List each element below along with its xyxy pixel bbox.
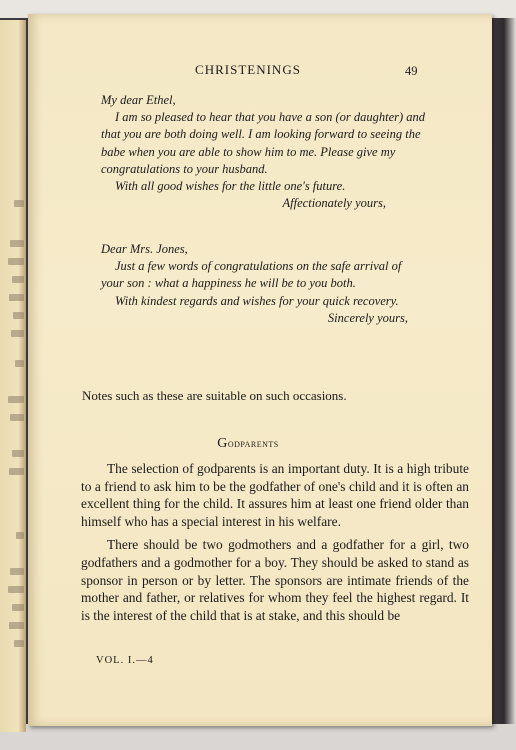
previous-page-text-fragment xyxy=(9,622,24,629)
letter-body: Just a few words of congratulations on the safe arrival of your son : what a happiness he will be to you both. xyxy=(101,259,402,291)
previous-page-text-fragment xyxy=(12,276,24,283)
previous-page-text-fragment xyxy=(10,414,24,421)
letter-wishes: With all good wishes for the little one's future. xyxy=(115,179,346,194)
previous-page-edge xyxy=(0,20,26,732)
previous-page-text-fragment xyxy=(8,258,24,265)
previous-page-text-fragment xyxy=(9,294,24,301)
background-bottom xyxy=(0,724,516,750)
letter-salutation: My dear Ethel, xyxy=(101,93,176,107)
letter-wishes: With kindest regards and wishes for your quick recovery. xyxy=(115,293,399,308)
previous-page-text-fragment xyxy=(14,640,24,647)
letter-example-2 xyxy=(101,241,426,327)
previous-page-text-fragment xyxy=(15,360,24,367)
previous-page-text-fragment xyxy=(12,604,24,611)
previous-page-text-fragment xyxy=(16,532,24,539)
previous-page-text-fragment xyxy=(8,586,24,593)
letter-closing: Sincerely yours, xyxy=(327,310,408,325)
paragraph: There should be two godmothers and a godfather for a girl, two godfathers and a godmother for a boy. They should be asked to stand as sponsor in person or by letter. The sponsors are intimate friends of the mother and father, or relatives for whom they feel the highest regard. It is the interest of the child that is at stake, and this should be xyxy=(81,537,469,623)
previous-page-text-fragment xyxy=(11,330,24,337)
signature-mark: VOL. I.—4 xyxy=(96,655,154,666)
section-heading: Godparents xyxy=(217,436,279,451)
previous-page-text-fragment xyxy=(12,450,24,457)
previous-page-text-fragment xyxy=(8,396,24,403)
previous-page-text-fragment xyxy=(13,312,24,319)
previous-page-text-fragment xyxy=(10,568,24,575)
previous-page-text-fragment xyxy=(9,468,24,475)
previous-page-text-fragment xyxy=(10,240,24,247)
running-head: CHRISTENINGS xyxy=(195,62,301,77)
previous-page-text-fragment xyxy=(14,200,24,207)
letter-closing: Affectionately yours, xyxy=(282,196,386,211)
page-number: 49 xyxy=(405,64,418,78)
letter-body: I am so pleased to hear that you have a son (or daughter) and that you are both doing well. I am looking forward to seeing the babe when you are able to show him to me. Please give my congratulations to your husband. xyxy=(101,110,426,176)
letter-salutation: Dear Mrs. Jones, xyxy=(101,242,188,256)
letter-example-1 xyxy=(101,92,426,212)
paragraph: The selection of godparents is an important duty. It is a high tribute to a friend to ask him to be the godfather of one's child and it is often an excellent thing for the child. It assures him at least one friend older than himself who has a special interest in his welfare. xyxy=(81,461,469,529)
section-body xyxy=(81,460,469,630)
book-page xyxy=(28,14,492,726)
note-text: Notes such as these are suitable on such occasions. xyxy=(82,388,347,403)
